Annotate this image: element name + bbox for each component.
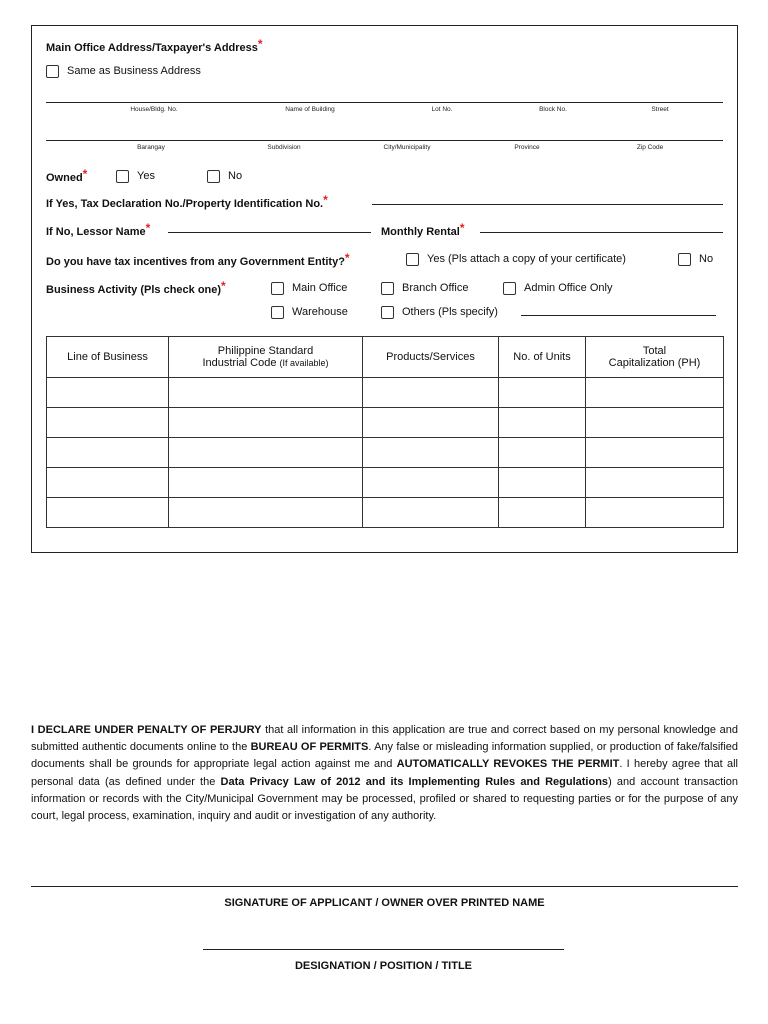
monthly-rental-label: Monthly Rental* [381, 221, 465, 238]
table-row [47, 468, 724, 498]
table-cell[interactable] [169, 468, 363, 498]
table-cell[interactable] [499, 408, 586, 438]
warehouse-checkbox[interactable] [271, 306, 284, 319]
table-row [47, 408, 724, 438]
table-row [47, 438, 724, 468]
monthly-rental-input-line[interactable] [480, 232, 723, 233]
lessor-name-label: If No, Lessor Name* [46, 221, 151, 238]
table-cell[interactable] [169, 378, 363, 408]
others-checkbox[interactable] [381, 306, 394, 319]
table-cell[interactable] [586, 438, 724, 468]
house-bldg-no-label: House/Bldg. No. [130, 106, 178, 113]
products-services-header: Products/Services [363, 337, 499, 378]
others-label: Others (Pls specify) [402, 306, 498, 318]
table-cell[interactable] [363, 408, 499, 438]
same-as-business-checkbox[interactable] [46, 65, 59, 78]
subdivision-label: Subdivision [267, 144, 301, 151]
tax-incentives-no-label: No [699, 253, 714, 265]
lot-no-label: Lot No. [431, 106, 453, 113]
admin-office-checkbox[interactable] [503, 282, 516, 295]
branch-office-label: Branch Office [402, 282, 469, 294]
table-cell[interactable] [47, 378, 169, 408]
main-office-checkbox[interactable] [271, 282, 284, 295]
table-cell[interactable] [47, 438, 169, 468]
declaration-text-3: . I hereby agree that all personal data (as defined under the [31, 758, 738, 788]
owned-label: Owned* [46, 167, 88, 184]
designation-line[interactable] [203, 949, 564, 950]
table-cell[interactable] [586, 408, 724, 438]
table-cell[interactable] [47, 468, 169, 498]
branch-office-checkbox[interactable] [381, 282, 394, 295]
table-cell[interactable] [499, 438, 586, 468]
province-label: Province [514, 144, 540, 151]
line-of-business-header: Line of Business [47, 337, 169, 378]
admin-office-label: Admin Office Only [524, 282, 613, 294]
table-row [47, 378, 724, 408]
block-no-label: Block No. [539, 106, 567, 113]
business-activity-label: Business Activity (Pls check one)* [46, 279, 226, 296]
table-cell[interactable] [169, 498, 363, 528]
table-cell[interactable] [586, 468, 724, 498]
no-of-units-header: No. of Units [499, 337, 586, 378]
warehouse-label: Warehouse [292, 306, 348, 318]
total-capitalization-header: Total Capitalization (PH) [586, 337, 724, 378]
barangay-label: Barangay [137, 144, 165, 151]
owned-yes-checkbox[interactable] [116, 170, 129, 183]
table-cell[interactable] [363, 378, 499, 408]
declaration-text-4: ) and account transaction information or records with the City/Municipal Government may be processed, profiled or shared to requesting parties or for the purpose of any court, legal process, examination, inquiry and audit or investigation of any authority. [31, 775, 738, 823]
tax-declaration-label: If Yes, Tax Declaration No./Property Identification No.* [46, 193, 328, 210]
table-cell[interactable] [499, 468, 586, 498]
same-as-business-label: Same as Business Address [67, 65, 201, 77]
owned-yes-label: Yes [137, 170, 155, 182]
name-of-building-label: Name of Building [285, 106, 335, 113]
lessor-name-input-line[interactable] [168, 232, 371, 233]
tax-incentives-no-checkbox[interactable] [678, 253, 691, 266]
owned-no-checkbox[interactable] [207, 170, 220, 183]
table-header-row [47, 337, 724, 378]
declaration-bold-4: Data Privacy Law of 2012 and its Implementing Rules and Regulations [220, 775, 609, 788]
main-office-label: Main Office [292, 282, 348, 294]
table-cell[interactable] [169, 438, 363, 468]
address-line-1[interactable] [46, 102, 723, 103]
declaration-text-1: that all information in this application are true and correct based on my personal knowledge and submitted authentic documents online to the [31, 724, 738, 754]
tax-incentives-yes-label: Yes (Pls attach a copy of your certificate) [427, 253, 626, 265]
table-cell[interactable] [499, 378, 586, 408]
table-cell[interactable] [363, 438, 499, 468]
table-cell[interactable] [47, 498, 169, 528]
perjury-declaration-paragraph [31, 722, 738, 825]
psic-header: Philippine Standard Industrial Code (If available) [169, 337, 363, 378]
city-municipality-label: City/Municipality [383, 144, 431, 151]
declaration-text-2: . Any false or misleading information supplied, or production of fake/falsified documents shall be grounds for appropriate legal action against me and [31, 741, 738, 771]
signature-line[interactable] [31, 886, 738, 887]
table-cell[interactable] [499, 498, 586, 528]
tax-declaration-input-line[interactable] [372, 204, 723, 205]
zip-code-label: Zip Code [636, 144, 664, 151]
declaration-bold-1: I DECLARE UNDER PENALTY OF PERJURY [31, 724, 262, 736]
main-office-address-label: Main Office Address/Taxpayer's Address* [46, 37, 263, 54]
tax-incentives-label: Do you have tax incentives from any Government Entity?* [46, 251, 350, 268]
designation-label: DESIGNATION / POSITION / TITLE [294, 960, 473, 972]
declaration-bold-3: AUTOMATICALLY REVOKES THE PERMIT [396, 758, 620, 771]
tax-incentives-yes-checkbox[interactable] [406, 253, 419, 266]
declaration-bold-2: BUREAU OF PERMITS [250, 741, 369, 754]
table-cell[interactable] [169, 408, 363, 438]
table-cell[interactable] [586, 378, 724, 408]
table-cell[interactable] [586, 498, 724, 528]
owned-no-label: No [228, 170, 243, 182]
signature-label: SIGNATURE OF APPLICANT / OWNER OVER PRINTED NAME [224, 897, 545, 909]
table-cell[interactable] [363, 468, 499, 498]
line-of-business-table [46, 336, 724, 528]
table-row [47, 498, 724, 528]
table-cell[interactable] [47, 408, 169, 438]
address-line-2[interactable] [46, 140, 723, 141]
table-cell[interactable] [363, 498, 499, 528]
street-label: Street [651, 106, 669, 113]
others-specify-input-line[interactable] [521, 315, 716, 316]
